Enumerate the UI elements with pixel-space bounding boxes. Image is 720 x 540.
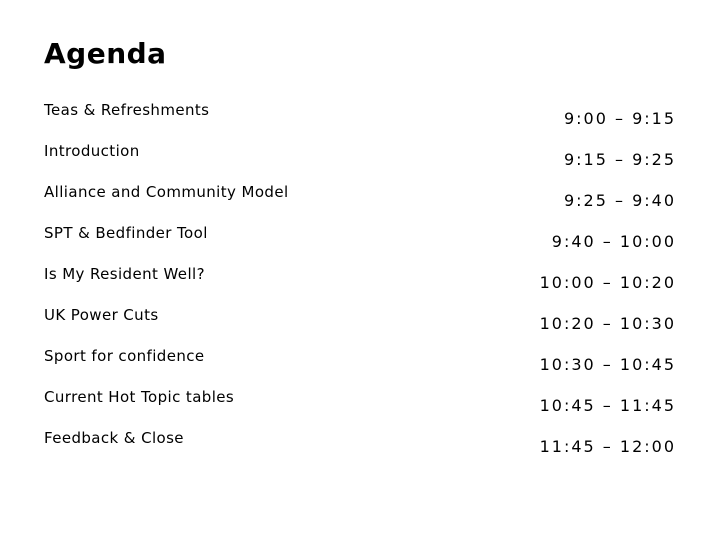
agenda-item [44, 139, 684, 180]
agenda-item-label: Teas & Refreshments [44, 101, 210, 119]
agenda-item-time: 10:45 – 11:45 [539, 396, 676, 415]
agenda-item-time: 11:45 – 12:00 [539, 437, 676, 456]
agenda-item [44, 98, 684, 139]
agenda-item-label: Introduction [44, 142, 140, 160]
agenda-item-label: UK Power Cuts [44, 306, 159, 324]
agenda-item [44, 385, 684, 426]
agenda-list [44, 98, 684, 467]
agenda-item-time: 9:00 – 9:15 [563, 109, 676, 128]
agenda-item [44, 180, 684, 221]
agenda-item-time: 10:30 – 10:45 [539, 355, 676, 374]
agenda-item [44, 344, 684, 385]
agenda-item-time: 9:40 – 10:00 [551, 232, 676, 251]
slide-title: Agenda [44, 37, 167, 70]
agenda-item-time: 10:20 – 10:30 [539, 314, 676, 333]
agenda-item-time: 9:25 – 9:40 [563, 191, 676, 210]
agenda-item [44, 426, 684, 467]
agenda-item-time: 10:00 – 10:20 [539, 273, 676, 292]
agenda-item [44, 303, 684, 344]
agenda-item-time: 9:15 – 9:25 [563, 150, 676, 169]
agenda-item-label: Is My Resident Well? [44, 265, 205, 283]
agenda-item-label: SPT & Bedfinder Tool [44, 224, 208, 242]
agenda-item [44, 262, 684, 303]
agenda-item-label: Sport for confidence [44, 347, 205, 365]
agenda-item [44, 221, 684, 262]
agenda-item-label: Current Hot Topic tables [44, 388, 235, 406]
agenda-item-label: Feedback & Close [44, 429, 184, 447]
agenda-item-label: Alliance and Community Model [44, 183, 289, 201]
